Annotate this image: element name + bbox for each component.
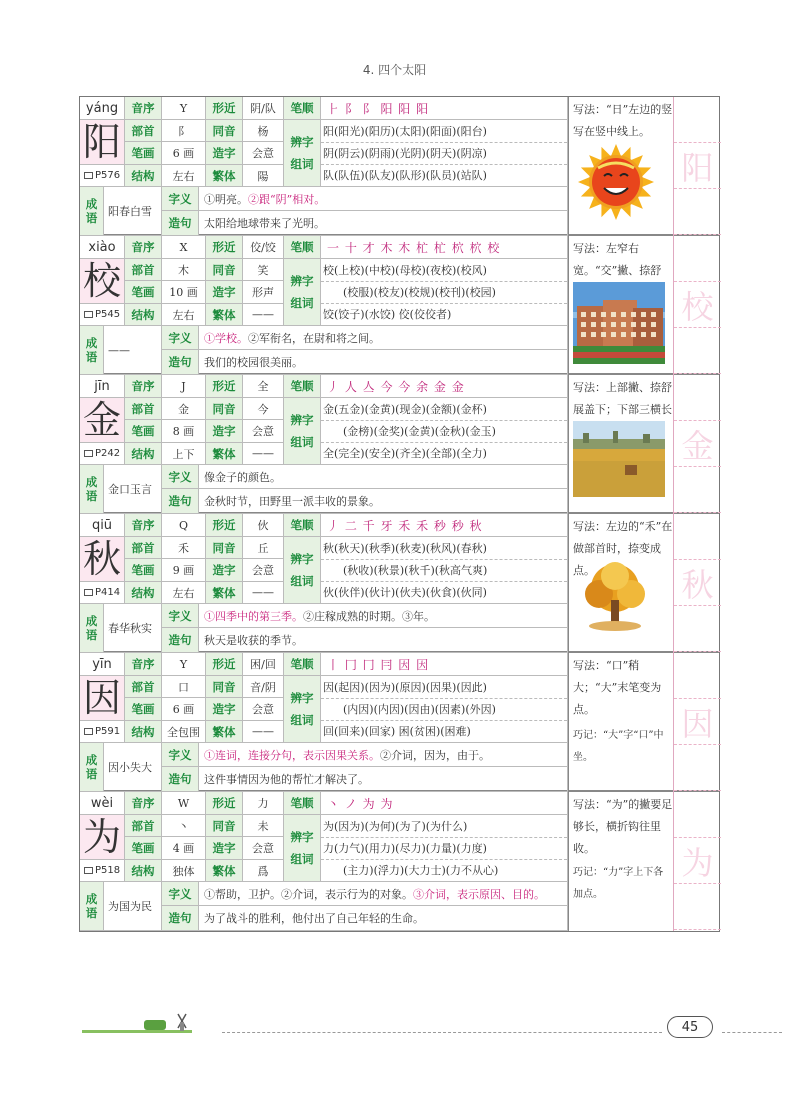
character-table (79, 96, 720, 932)
value-zaozi: 形声 (243, 281, 284, 304)
book-icon (84, 728, 93, 735)
practice-grid (673, 792, 721, 931)
value-tongyin: 音/阴 (243, 676, 284, 698)
value-fanti: —— (243, 582, 284, 604)
value-bushou: 禾 (162, 537, 206, 559)
dashed-rule (321, 142, 567, 143)
writing-tip: 写法：左窄右宽。“交”撇、捺舒 (573, 242, 662, 277)
label-ziyi: 字义 (162, 187, 199, 211)
word-group-line: 伙(伙伴)(伙计)(伙夫)(伙食)(伙同) (323, 586, 487, 599)
dictionary-page-number: P518 (94, 865, 121, 876)
label-bishun: 笔顺 (284, 514, 321, 537)
word-group-line: 饺(饺子)(水饺) 佼(佼佼者) (323, 308, 452, 321)
label-bianzi: 辨字 (290, 830, 314, 844)
stroke-order: 丶 ノ 为 为 (321, 792, 568, 815)
label-bianzi: 辨字 (290, 552, 314, 566)
writing-tip: 写法：左边的“禾”在做部首时，捺变成点。 (573, 520, 673, 577)
character-entry (80, 375, 719, 514)
practice-square: 校 (674, 282, 721, 328)
label-jiegou: 结构 (125, 443, 162, 465)
pinyin: xiào (80, 236, 125, 259)
value-xingjin: 力 (243, 792, 284, 815)
dashed-rule (321, 164, 567, 165)
value-xingjin: 全 (243, 375, 284, 398)
label-zuci: 组词 (290, 296, 314, 310)
word-groups (321, 259, 568, 326)
value-xingjin: 困/回 (243, 653, 284, 676)
label-zaozi: 造字 (206, 837, 243, 860)
pinyin: yáng (80, 97, 125, 120)
value-bihua: 6 画 (162, 142, 206, 165)
label-ziyi: 字义 (162, 604, 199, 628)
label-tongyin: 同音 (206, 676, 243, 698)
label-zuci: 组词 (290, 713, 314, 727)
label-yinxu: 音序 (125, 653, 162, 676)
dashed-rule (321, 420, 567, 421)
word-group-line: (秋收)(秋景)(秋千)(秋高气爽) (343, 564, 488, 577)
label-jiegou: 结构 (125, 721, 162, 743)
label-tongyin: 同音 (206, 398, 243, 420)
label-yu: 语 (85, 767, 98, 781)
value-zaozi: 会意 (243, 420, 284, 443)
big-character: 秋 (80, 537, 125, 582)
example-sentence: 太阳给地球带来了光明。 (199, 211, 568, 236)
practice-square: 秋 (674, 560, 721, 606)
value-xingjin: 佼/饺 (243, 236, 284, 259)
label-yu: 语 (85, 628, 98, 642)
pinyin: qiū (80, 514, 125, 537)
label-bianzi: 辨字 (290, 413, 314, 427)
practice-square (674, 375, 721, 421)
label-bianzi-zuci (284, 120, 321, 187)
label-bianzi-zuci (284, 676, 321, 743)
practice-square (674, 792, 721, 838)
practice-square: 为 (674, 838, 721, 884)
label-zaozi: 造字 (206, 559, 243, 582)
label-jiegou: 结构 (125, 165, 162, 187)
label-bushou: 部首 (125, 815, 162, 837)
practice-grid (673, 236, 721, 375)
practice-square (674, 236, 721, 282)
dictionary-page (80, 860, 125, 882)
label-ziyi: 字义 (162, 465, 199, 489)
example-sentence: 我们的校园很美丽。 (199, 350, 568, 375)
stroke-order: 丿 二 千 牙 禾 禾 秒 秒 秋 (321, 514, 568, 537)
label-bianzi-zuci (284, 398, 321, 465)
label-bihua: 笔画 (125, 420, 162, 443)
meaning: ①连词，连接分句，表示因果关系。 ②介词，因为，由于。 (199, 743, 568, 767)
label-zaoju: 造句 (162, 211, 199, 236)
label-tongyin: 同音 (206, 259, 243, 281)
label-yinxu: 音序 (125, 514, 162, 537)
footer-decoration (82, 1012, 192, 1038)
label-bishun: 笔顺 (284, 653, 321, 676)
dashed-rule (321, 837, 567, 838)
dictionary-page (80, 165, 125, 187)
label-jiegou: 结构 (125, 860, 162, 882)
label-bishun: 笔顺 (284, 236, 321, 259)
label-yinxu: 音序 (125, 375, 162, 398)
footer-line (222, 1032, 662, 1033)
example-sentence: 金秋时节，田野里一派丰收的景象。 (199, 489, 568, 514)
label-jiegou: 结构 (125, 304, 162, 326)
value-fanti: —— (243, 721, 284, 743)
label-zaozi: 造字 (206, 281, 243, 304)
value-zaozi: 会意 (243, 142, 284, 165)
dictionary-page-number: P242 (94, 448, 121, 459)
practice-square (674, 606, 721, 652)
label-bushou: 部首 (125, 537, 162, 559)
character-entry (80, 514, 719, 653)
label-bianzi: 辨字 (290, 691, 314, 705)
practice-grid (673, 375, 721, 514)
dashed-rule (321, 581, 567, 582)
practice-square (674, 328, 721, 374)
label-xingjin: 形近 (206, 653, 243, 676)
label-chengyu (80, 604, 104, 653)
value-tongyin: 杨 (243, 120, 284, 142)
page-title: 4. 四个太阳 (362, 63, 427, 77)
label-zaoju: 造句 (162, 350, 199, 375)
value-zaozi: 会意 (243, 698, 284, 721)
label-cheng: 成 (85, 197, 98, 211)
label-fanti: 繁体 (206, 721, 243, 743)
school-building-image (573, 282, 665, 368)
label-bihua: 笔画 (125, 142, 162, 165)
practice-square (674, 745, 721, 791)
label-xingjin: 形近 (206, 236, 243, 259)
practice-square (674, 467, 721, 513)
label-bushou: 部首 (125, 120, 162, 142)
idiom: 为国为民 (104, 882, 162, 931)
value-bihua: 6 画 (162, 698, 206, 721)
practice-square (674, 653, 721, 699)
pinyin: wèi (80, 792, 125, 815)
stroke-order: 丿 人 亼 今 今 余 金 金 (321, 375, 568, 398)
value-tongyin: 未 (243, 815, 284, 837)
big-character: 为 (80, 815, 125, 860)
dictionary-page-number: P545 (94, 309, 121, 320)
word-groups (321, 537, 568, 604)
label-bushou: 部首 (125, 398, 162, 420)
practice-square (674, 97, 721, 143)
writing-tip-panel (568, 236, 721, 375)
book-icon (84, 589, 93, 596)
word-group-line: 阳(阳光)(阳历)(太阳)(阳面)(阳台) (323, 125, 487, 138)
label-xingjin: 形近 (206, 97, 243, 120)
dictionary-page (80, 443, 125, 465)
writing-tip: 写法：“为”的撇要足够长，横折钩往里收。 (573, 798, 673, 855)
label-zuci: 组词 (290, 574, 314, 588)
dashed-rule (321, 303, 567, 304)
big-character: 因 (80, 676, 125, 721)
idiom: 阳春白雪 (104, 187, 162, 236)
value-fanti: —— (243, 304, 284, 326)
label-tongyin: 同音 (206, 120, 243, 142)
label-bishun: 笔顺 (284, 792, 321, 815)
value-bushou: 阝 (162, 120, 206, 142)
word-group-line: 因(起因)(因为)(原因)(因果)(因此) (323, 681, 487, 694)
practice-grid (673, 514, 721, 653)
label-bianzi: 辨字 (290, 135, 314, 149)
practice-square (674, 514, 721, 560)
value-bihua: 9 画 (162, 559, 206, 582)
sun-cartoon-image (573, 143, 659, 225)
big-character: 校 (80, 259, 125, 304)
writing-tip-panel (568, 97, 721, 236)
value-bushou: 丶 (162, 815, 206, 837)
value-yinxu: W (162, 792, 206, 815)
label-zaoju: 造句 (162, 906, 199, 931)
label-tongyin: 同音 (206, 537, 243, 559)
label-jiegou: 结构 (125, 582, 162, 604)
character-entry (80, 97, 719, 236)
label-yu: 语 (85, 211, 98, 225)
label-tongyin: 同音 (206, 815, 243, 837)
dictionary-page-number: P591 (94, 726, 121, 737)
word-group-line: 为(因为)(为何)(为了)(为什么) (323, 820, 468, 833)
label-yinxu: 音序 (125, 792, 162, 815)
value-jiegou: 上下 (162, 443, 206, 465)
label-ziyi: 字义 (162, 326, 199, 350)
value-tongyin: 丘 (243, 537, 284, 559)
idiom: 因小失大 (104, 743, 162, 792)
character-entry (80, 653, 719, 792)
example-sentence: 为了战斗的胜利，他付出了自己年轻的生命。 (199, 906, 568, 931)
label-bushou: 部首 (125, 259, 162, 281)
word-groups (321, 120, 568, 187)
word-groups (321, 815, 568, 882)
value-zaozi: 会意 (243, 559, 284, 582)
label-bianzi-zuci (284, 537, 321, 604)
label-bihua: 笔画 (125, 698, 162, 721)
label-zaoju: 造句 (162, 767, 199, 792)
label-yu: 语 (85, 350, 98, 364)
label-bianzi-zuci (284, 259, 321, 326)
word-group-line: (校服)(校友)(校规)(校刊)(校园) (343, 286, 496, 299)
idiom: 春华秋实 (104, 604, 162, 653)
writing-tip-panel (568, 653, 721, 792)
value-tongyin: 今 (243, 398, 284, 420)
value-jiegou: 左右 (162, 304, 206, 326)
label-yu: 语 (85, 906, 98, 920)
memory-tip: 巧记：“力”字上下各加点。 (573, 867, 664, 900)
value-yinxu: J (162, 375, 206, 398)
label-yu: 语 (85, 489, 98, 503)
label-xingjin: 形近 (206, 792, 243, 815)
dictionary-page-number: P576 (94, 170, 121, 181)
meaning: 像金子的颜色。 (199, 465, 568, 489)
label-bishun: 笔顺 (284, 375, 321, 398)
dashed-rule (321, 859, 567, 860)
word-group-line: 队(队伍)(队友)(队形)(队员)(站队) (323, 169, 487, 182)
label-zuci: 组词 (290, 157, 314, 171)
word-group-line: (金榜)(金奖)(金黄)(金秋)(金玉) (343, 425, 496, 438)
practice-square (674, 884, 721, 930)
example-sentence: 秋天是收获的季节。 (199, 628, 568, 653)
value-bushou: 金 (162, 398, 206, 420)
value-yinxu: Q (162, 514, 206, 537)
value-xingjin: 阴/队 (243, 97, 284, 120)
big-character: 金 (80, 398, 125, 443)
word-group-line: 阴(阴云)(阴雨)(光阴)(阴天)(阴凉) (323, 147, 487, 160)
label-zaoju: 造句 (162, 489, 199, 514)
idiom: 金口玉言 (104, 465, 162, 514)
label-bihua: 笔画 (125, 281, 162, 304)
word-group-line: 回(回来)(回家) 困(贫困)(困难) (323, 725, 471, 738)
value-jiegou: 左右 (162, 582, 206, 604)
meaning: ①四季中的第三季。 ②庄稼成熟的时期。③年。 (199, 604, 568, 628)
label-zuci: 组词 (290, 852, 314, 866)
label-bihua: 笔画 (125, 559, 162, 582)
label-chengyu (80, 743, 104, 792)
label-bihua: 笔画 (125, 837, 162, 860)
label-fanti: 繁体 (206, 443, 243, 465)
practice-square: 阳 (674, 143, 721, 189)
book-icon (84, 450, 93, 457)
label-zaozi: 造字 (206, 420, 243, 443)
value-tongyin: 笑 (243, 259, 284, 281)
label-fanti: 繁体 (206, 304, 243, 326)
label-bianzi: 辨字 (290, 274, 314, 288)
word-group-line: 金(五金)(金黄)(现金)(金额)(金杯) (323, 403, 487, 416)
value-bihua: 10 画 (162, 281, 206, 304)
label-fanti: 繁体 (206, 860, 243, 882)
value-xingjin: 伙 (243, 514, 284, 537)
label-bishun: 笔顺 (284, 97, 321, 120)
dashed-rule (321, 559, 567, 560)
writing-tip-panel (568, 514, 721, 653)
label-yinxu: 音序 (125, 236, 162, 259)
value-jiegou: 全包围 (162, 721, 206, 743)
page-number: 45 (667, 1016, 713, 1038)
book-icon (84, 311, 93, 318)
footer-line (722, 1032, 782, 1033)
dictionary-page (80, 582, 125, 604)
golden-field-image (573, 421, 665, 501)
label-zaozi: 造字 (206, 698, 243, 721)
label-bianzi-zuci (284, 815, 321, 882)
autumn-tree-image (573, 560, 657, 638)
writing-tip-panel (568, 792, 721, 931)
dictionary-page (80, 721, 125, 743)
word-group-line: (内因)(内因)(因由)(因素)(外因) (343, 703, 496, 716)
word-groups (321, 676, 568, 743)
label-cheng: 成 (85, 614, 98, 628)
memory-tip: 巧记：“大”字“口”中坐。 (573, 730, 664, 763)
pinyin: jīn (80, 375, 125, 398)
stroke-order: 一 十 才 木 木 杧 杧 柼 柼 校 (321, 236, 568, 259)
value-jiegou: 左右 (162, 165, 206, 187)
label-zaoju: 造句 (162, 628, 199, 653)
big-character: 阳 (80, 120, 125, 165)
value-bushou: 口 (162, 676, 206, 698)
label-xingjin: 形近 (206, 514, 243, 537)
word-groups (321, 398, 568, 465)
writing-tip-panel (568, 375, 721, 514)
label-chengyu (80, 882, 104, 931)
meaning: ①帮助，卫护。②介词，表示行为的对象。 ③介词，表示原因、目的。 (199, 882, 568, 906)
book-icon (84, 867, 93, 874)
label-chengyu (80, 187, 104, 236)
value-zaozi: 会意 (243, 837, 284, 860)
value-yinxu: X (162, 236, 206, 259)
book-icon (84, 172, 93, 179)
meaning: ①学校。 ②军衔名，在尉和将之间。 (199, 326, 568, 350)
practice-grid (673, 97, 721, 236)
pinyin: yīn (80, 653, 125, 676)
writing-tip: 写法：“日”左边的竖写在竖中线上。 (573, 103, 673, 138)
label-cheng: 成 (85, 892, 98, 906)
dashed-rule (321, 281, 567, 282)
word-group-line: 秋(秋天)(秋季)(秋麦)(秋风)(春秋) (323, 542, 487, 555)
meaning: ①明亮。 ②跟“阴”相对。 (199, 187, 568, 211)
value-bushou: 木 (162, 259, 206, 281)
practice-square: 因 (674, 699, 721, 745)
value-fanti: —— (243, 443, 284, 465)
character-entry (80, 236, 719, 375)
dashed-rule (321, 720, 567, 721)
label-zuci: 组词 (290, 435, 314, 449)
label-fanti: 繁体 (206, 165, 243, 187)
value-fanti: 爲 (243, 860, 284, 882)
label-cheng: 成 (85, 336, 98, 350)
label-cheng: 成 (85, 753, 98, 767)
practice-square: 金 (674, 421, 721, 467)
dashed-rule (321, 442, 567, 443)
character-entry (80, 792, 719, 931)
writing-tip: 写法：“口”稍大；“大”末笔变为点。 (573, 659, 662, 716)
writing-tip: 写法：上部撇、捺舒展盖下；下部三横长 (573, 381, 672, 416)
label-yinxu: 音序 (125, 97, 162, 120)
label-chengyu (80, 465, 104, 514)
word-group-line: 全(完全)(安全)(齐全)(全部)(全力) (323, 447, 487, 460)
value-yinxu: Y (162, 97, 206, 120)
example-sentence: 这件事情因为他的帮忙才解决了。 (199, 767, 568, 792)
idiom: —— (104, 326, 162, 375)
stroke-order: 丨 冂 冂 冃 因 因 (321, 653, 568, 676)
value-bihua: 4 画 (162, 837, 206, 860)
value-bihua: 8 画 (162, 420, 206, 443)
value-yinxu: Y (162, 653, 206, 676)
label-fanti: 繁体 (206, 582, 243, 604)
stroke-order: ⺊ 阝 阝 阳 阳 阳 (321, 97, 568, 120)
practice-square (674, 189, 721, 235)
dashed-rule (321, 698, 567, 699)
label-chengyu (80, 326, 104, 375)
value-fanti: 陽 (243, 165, 284, 187)
label-ziyi: 字义 (162, 743, 199, 767)
dictionary-page-number: P414 (94, 587, 121, 598)
word-group-line: 校(上校)(中校)(母校)(夜校)(校风) (323, 264, 487, 277)
word-group-line: (主力)(浮力)(大力士)(力不从心) (343, 864, 499, 877)
value-jiegou: 独体 (162, 860, 206, 882)
label-zaozi: 造字 (206, 142, 243, 165)
word-group-line: 力(力气)(用力)(尽力)(力量)(力度) (323, 842, 487, 855)
label-cheng: 成 (85, 475, 98, 489)
label-xingjin: 形近 (206, 375, 243, 398)
label-bushou: 部首 (125, 676, 162, 698)
practice-grid (673, 653, 721, 792)
dictionary-page (80, 304, 125, 326)
label-ziyi: 字义 (162, 882, 199, 906)
